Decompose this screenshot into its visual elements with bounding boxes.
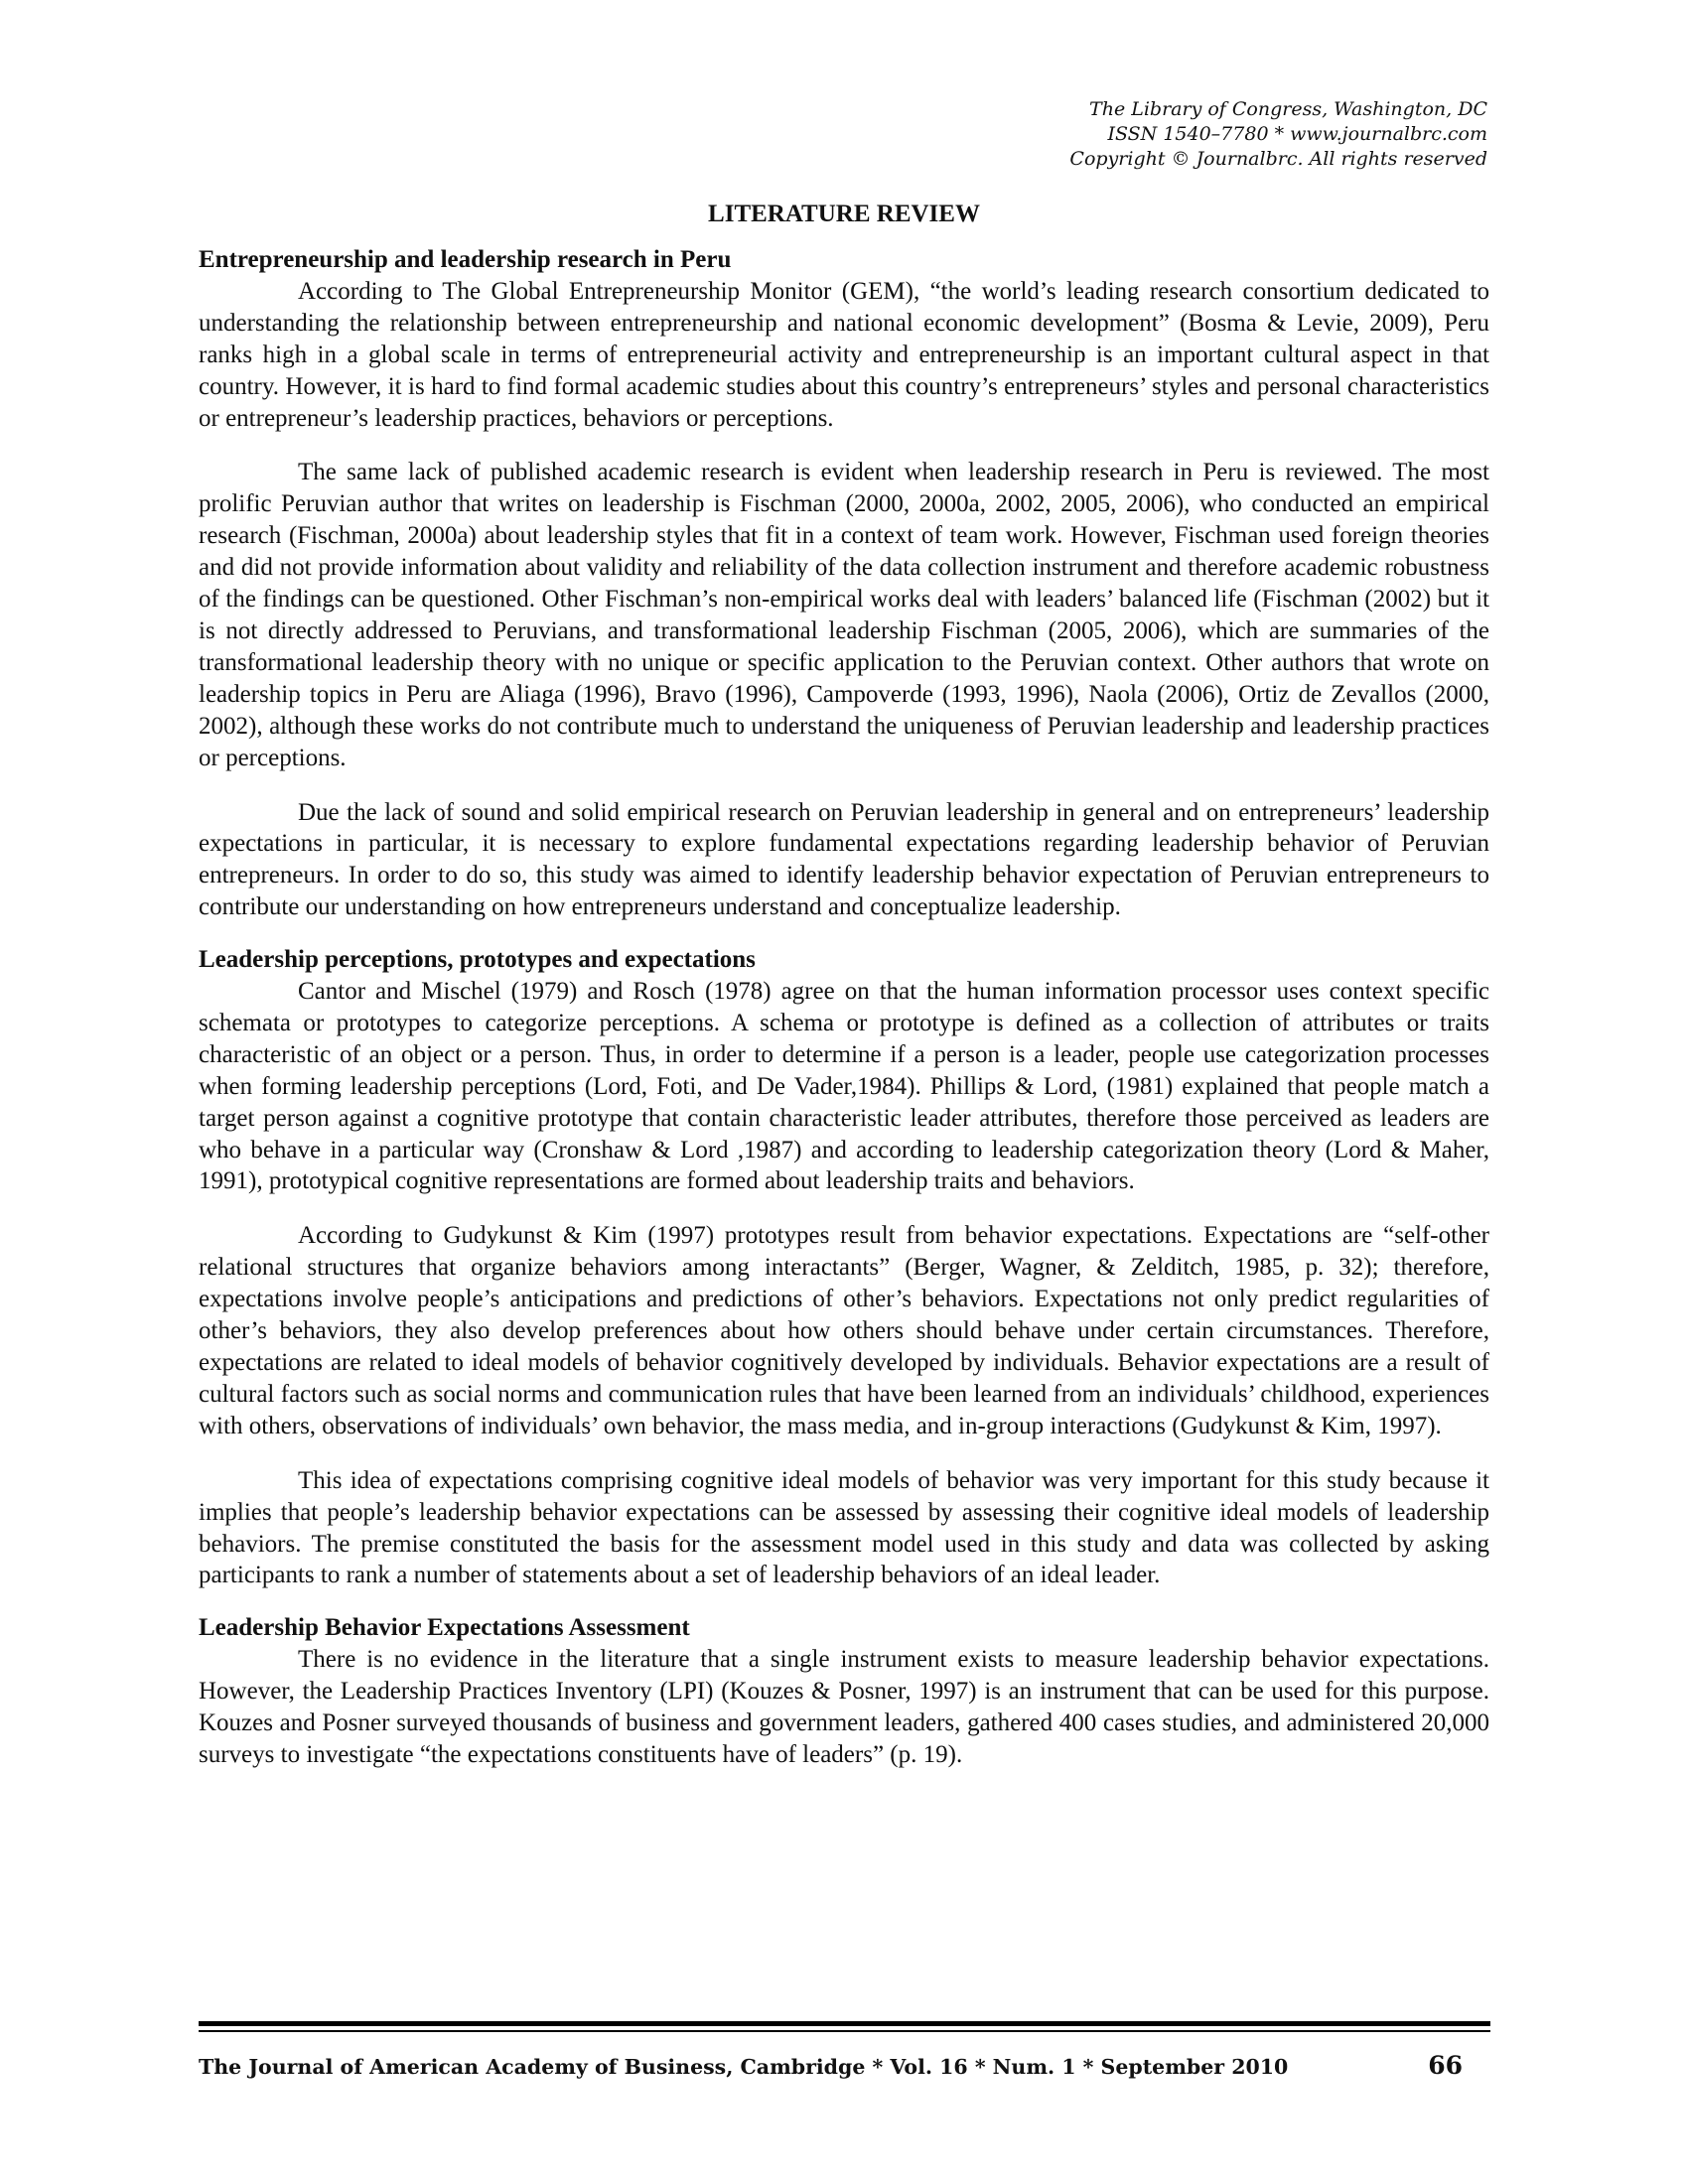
header-issn-line: ISSN 1540–7780 * www.journalbrc.com xyxy=(1107,123,1487,145)
page-number: 66 xyxy=(1428,2051,1463,2080)
subheading-perceptions: Leadership perceptions, prototypes and expectations xyxy=(199,946,756,974)
footer-rule-thin xyxy=(199,2030,1490,2032)
section-title: LITERATURE REVIEW xyxy=(708,201,980,227)
paragraph: Cantor and Mischel (1979) and Rosch (1978) agree on that the human information processor uses context specific schemata or prototypes to categorize perceptions. A schema or prototype is defined as a collection of attributes or traits characteristic of an object or a person. Thus, in order to determine if a person is a leader, people use categorization processes when forming leadership perceptions (Lord, Foti, and De Vader,1984). Phillips & Lord, (1981) explained that people match a target person against a cognitive prototype that contain characteristic leader attributes, therefore those perceived as leaders are who behave in a particular way (Cronshaw & Lord ,1987) and according to leadership categorization theory (Lord & Maher, 1991), prototypical cognitive representations are formed about leadership traits and behaviors. xyxy=(199,978,1489,1195)
paragraph: According to The Global Entrepreneurship Monitor (GEM), “the world’s leading research consortium dedicated to understanding the relationship between entrepreneurship and national economic development” (Bosma & Levie, 2009), Peru ranks high in a global scale in terms of entrepreneurial activity and entrepreneurship is an important cultural aspect in that country. However, it is hard to find formal academic studies about this country’s entrepreneurs’ styles and personal characteristics or entrepreneur’s leadership practices, behaviors or perceptions. xyxy=(199,277,1489,432)
running-header xyxy=(1069,97,1487,172)
footer-rule-thick xyxy=(199,2021,1490,2026)
article-body xyxy=(199,199,1489,1771)
footer-journal-citation: The Journal of American Academy of Business, Cambridge * Vol. 16 * Num. 1 * September 2010 xyxy=(199,2055,1289,2079)
paragraph: Due the lack of sound and solid empirical research on Peruvian leadership in general and on entrepreneurs’ leadership expectations in particular, it is necessary to explore fundamental expectations regarding leadership behavior of Peruvian entrepreneurs. In order to do so, this study was aimed to identify leadership behavior expectation of Peruvian entrepreneurs to contribute our understanding on how entrepreneurs understand and conceptualize leadership. xyxy=(199,798,1489,921)
header-library-line: The Library of Congress, Washington, DC xyxy=(1089,98,1487,120)
paragraph: The same lack of published academic research is evident when leadership research in Peru is reviewed. The most prolific Peruvian author that writes on leadership is Fischman (2000, 2000a, 2002, 2005, 2006), who conducted an empirical research (Fischman, 2000a) about leadership styles that fit in a context of team work. However, Fischman used foreign theories and did not provide information about validity and reliability of the data collection instrument and therefore academic robustness of the findings can be questioned. Other Fischman’s non-empirical works deal with leaders’ balanced life (Fischman (2002) but it is not directly addressed to Peruvians, and transformational leadership Fischman (2005, 2006), which are summaries of the transformational leadership theory with no unique or specific application to the Peruvian context. Other authors that wrote on leadership topics in Peru are Aliaga (1996), Bravo (1996), Campoverde (1993, 1996), Naola (2006), Ortiz de Zevallos (2000, 2002), although these works do not contribute much to understand the uniqueness of Peruvian leadership and leadership practices or perceptions. xyxy=(199,459,1489,771)
subheading-entrepreneurship: Entrepreneurship and leadership research in Peru xyxy=(199,246,732,273)
paragraph: There is no evidence in the literature that a single instrument exists to measure leadership behavior expectations. However, the Leadership Practices Inventory (LPI) (Kouzes & Posner, 1997) is an instrument that can be used for this purpose. Kouzes and Posner surveyed thousands of business and government leaders, gathered 400 cases studies, and administered 20,000 surveys to investigate “the expectations constituents have of leaders” (p. 19). xyxy=(199,1646,1489,1768)
paragraph: This idea of expectations comprising cognitive ideal models of behavior was very important for this study because it implies that people’s leadership behavior expectations can be assessed by assessing their cognitive ideal models of leadership behaviors. The premise constituted the basis for the assessment model used in this study and data was collected by asking participants to rank a number of statements about a set of leadership behaviors of an ideal leader. xyxy=(199,1466,1489,1589)
header-copyright-line: Copyright © Journalbrc. All rights reserved xyxy=(1069,148,1487,170)
subheading-assessment: Leadership Behavior Expectations Assessment xyxy=(199,1614,690,1642)
paragraph: According to Gudykunst & Kim (1997) prototypes result from behavior expectations. Expectations are “self-other relational structures that organize behaviors among interactants” (Berger, Wagner, & Zelditch, 1985, p. 32); therefore, expectations involve people’s anticipations and predictions of other’s behaviors. Expectations not only predict regularities of other’s behaviors, they also develop preferences about how others should behave under certain circumstances. Therefore, expectations are related to ideal models of behavior cognitively developed by individuals. Behavior expectations are a result of cultural factors such as social norms and communication rules that have been learned from an individuals’ childhood, experiences with others, observations of individuals’ own behavior, the mass media, and in-group interactions (Gudykunst & Kim, 1997). xyxy=(199,1222,1489,1439)
